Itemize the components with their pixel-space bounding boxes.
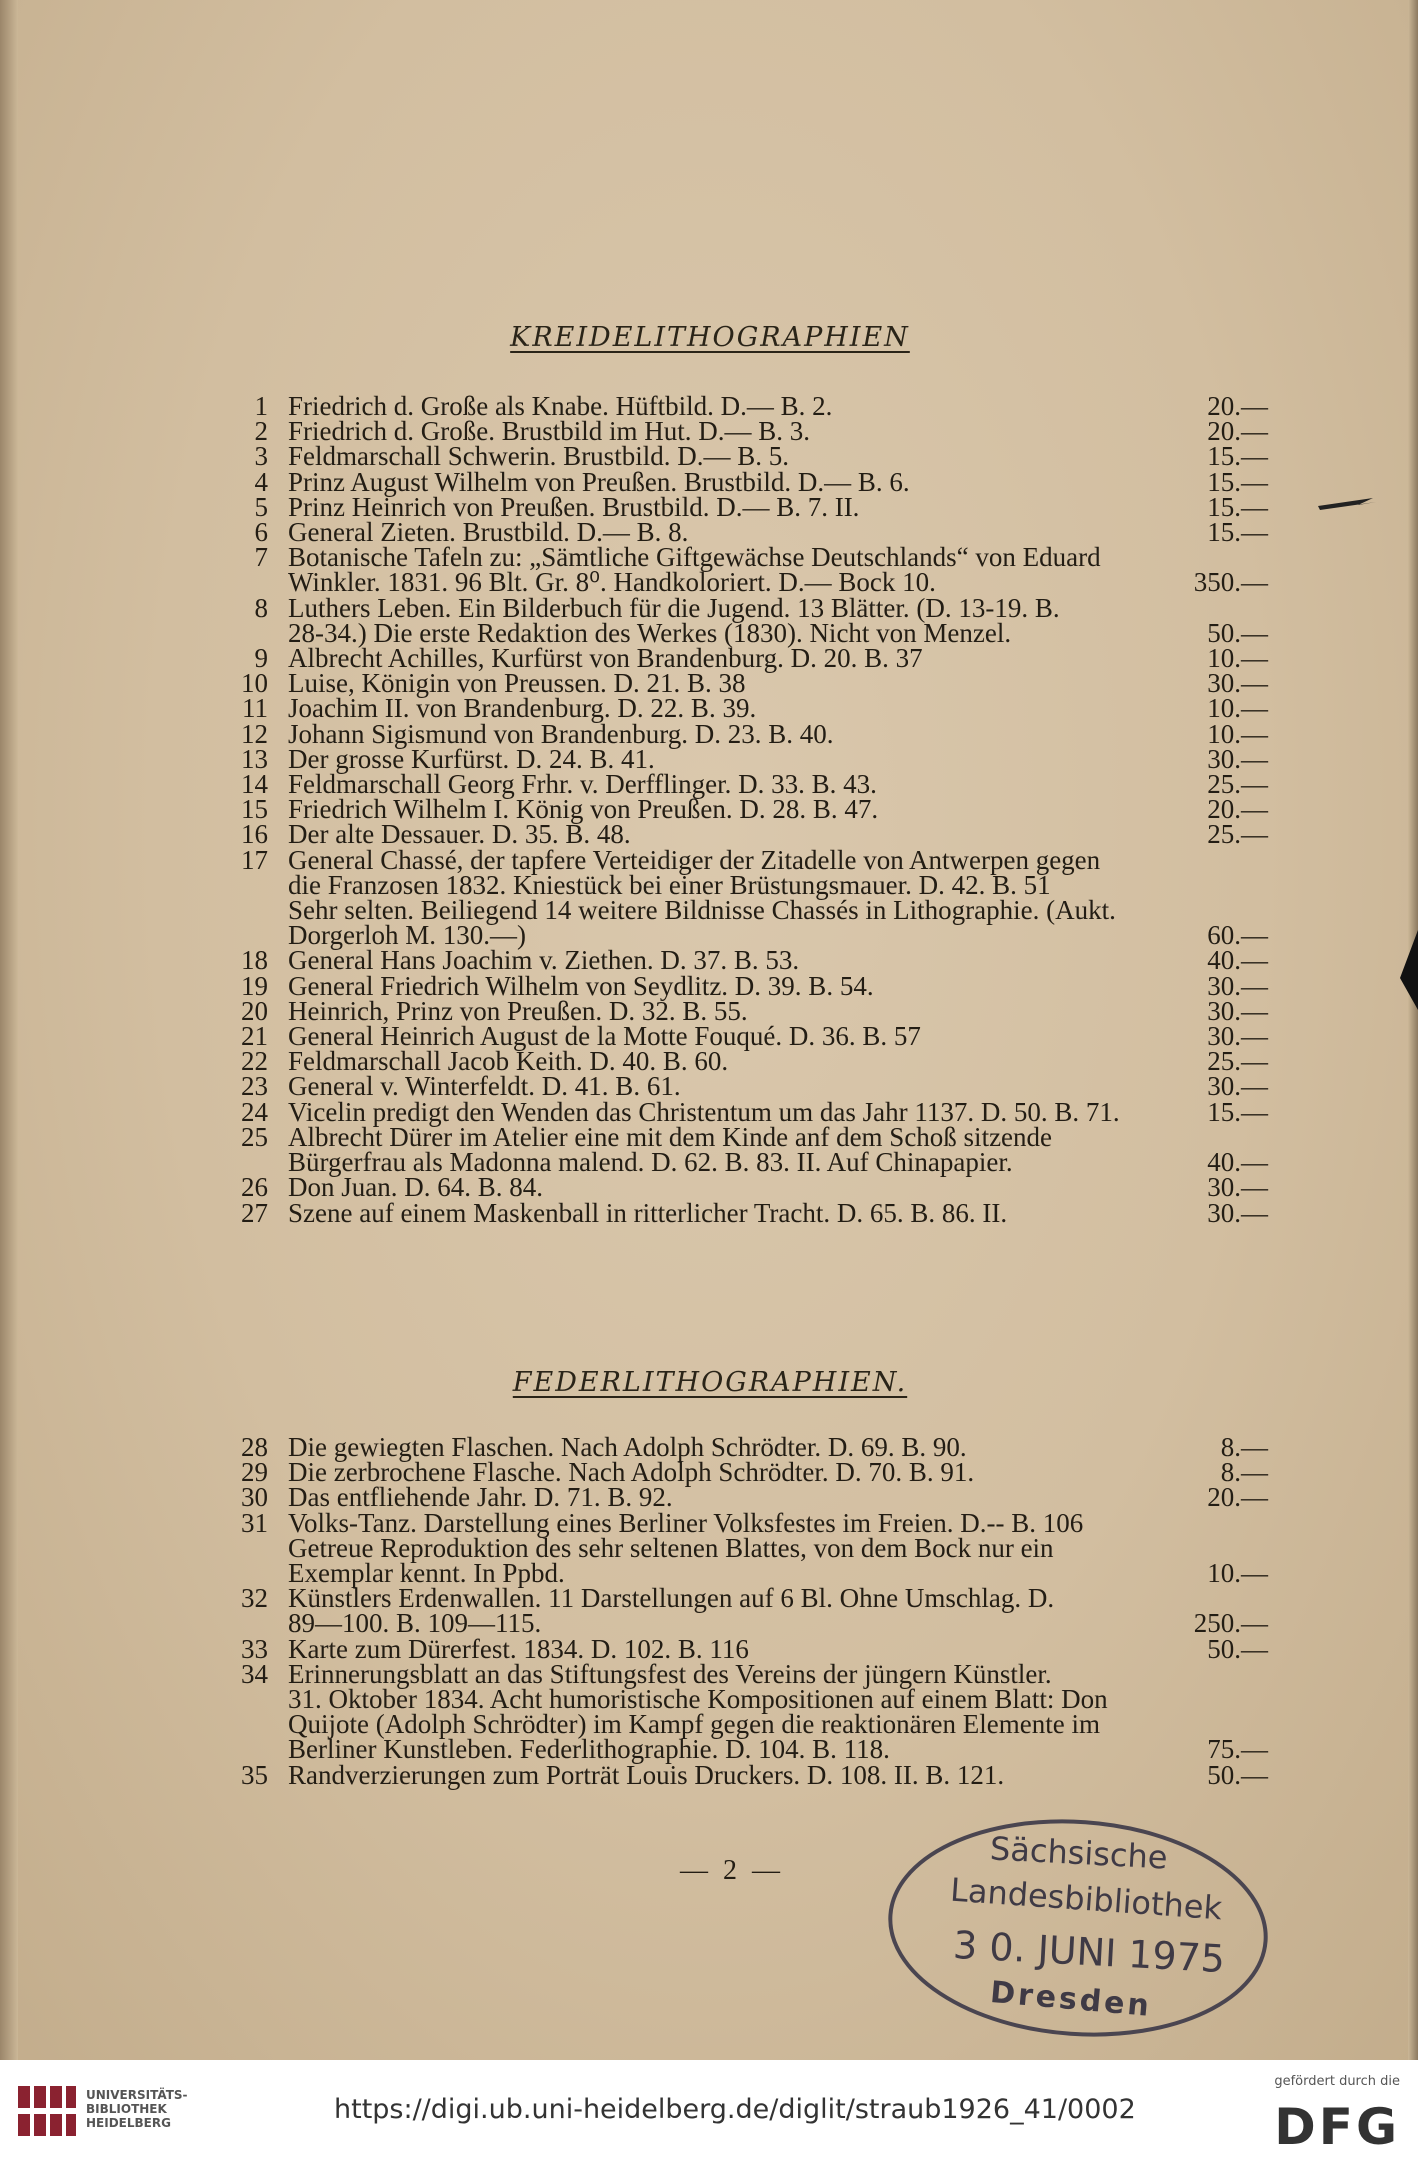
- entry-price: 50.—: [1207, 1633, 1268, 1664]
- entry-price: 40.—: [1207, 1147, 1268, 1178]
- entry-number: 33: [241, 1633, 268, 1664]
- entry-body: [288, 1197, 1268, 1228]
- entry-body: [288, 945, 1268, 976]
- section-title-feder: FEDERLITHOGRAPHIEN.: [512, 1367, 908, 1398]
- entry-price: 350.—: [1193, 567, 1268, 598]
- entry-text: Albrecht Achilles, Kurfürst von Brandenburg. D. 20. B. 37: [288, 643, 923, 674]
- permalink-url[interactable]: https://digi.ub.uni-heidelberg.de/diglit/straub1926_41/0002: [334, 2094, 1136, 2125]
- entry-number: 4: [254, 466, 268, 497]
- entry-text: General Chassé, der tapfere Verteidiger der Zitadelle von Antwerpen gegen: [288, 844, 1101, 875]
- pen-mark: [1318, 496, 1378, 512]
- entry-price: 10.—: [1207, 718, 1268, 749]
- entry-text: Feldmarschall Jacob Keith. D. 40. B. 60.: [288, 1046, 729, 1077]
- university-library-logo-icon: [16, 2082, 78, 2140]
- entry-number: 22: [241, 1046, 268, 1077]
- catalog-entry: [228, 1583, 1268, 1639]
- entry-price: 20.—: [1207, 1482, 1268, 1513]
- entry-body: [288, 1172, 1268, 1203]
- entry-text: General Friedrich Wilhelm von Seydlitz. D. 39. B. 54.: [288, 970, 874, 1001]
- entry-body: [288, 1482, 1268, 1513]
- entry-text: Bürgerfrau als Madonna malend. D. 62. B. 83. II. Auf Chinapapier.: [288, 1147, 1013, 1178]
- page-edge-right: [1408, 0, 1418, 2060]
- entry-body: [288, 441, 1268, 472]
- entry-text: Randverzierungen zum Porträt Louis Druckers. D. 108. II. B. 121.: [288, 1759, 1005, 1790]
- entry-number: 31: [241, 1507, 268, 1538]
- entry-text: Prinz Heinrich von Preußen. Brustbild. D.— B. 7. II.: [288, 491, 860, 522]
- catalog-entry: [228, 592, 1268, 648]
- entry-text: Exemplar kennt. In Ppbd.: [288, 1558, 565, 1589]
- entry-number: 1: [254, 391, 268, 421]
- entry-body: [288, 1071, 1268, 1102]
- entry-number: 32: [241, 1583, 268, 1614]
- entry-text: Die zerbrochene Flasche. Nach Adolph Schrödter. D. 70. B. 91.: [288, 1457, 975, 1488]
- entry-body: [288, 844, 1268, 951]
- page-edge-left: [0, 0, 18, 2060]
- entry-text: Der alte Dessauer. D. 35. B. 48.: [288, 819, 631, 850]
- stamp-city: Dresden: [988, 1975, 1154, 2024]
- entry-text: Friedrich d. Große als Knabe. Hüftbild. D.— B. 2.: [288, 391, 833, 421]
- catalog-entry: [228, 441, 1268, 472]
- entry-price: 30.—: [1207, 743, 1268, 774]
- entry-number: 17: [241, 844, 268, 875]
- entry-price: 25.—: [1207, 819, 1268, 850]
- entry-number: 24: [241, 1096, 268, 1127]
- entry-price: 60.—: [1207, 920, 1268, 951]
- entry-number: 8: [254, 592, 268, 623]
- catalog-entry: [228, 693, 1268, 724]
- entry-number: 23: [241, 1071, 268, 1102]
- entry-body: [288, 693, 1268, 724]
- entry-number: 7: [254, 542, 268, 573]
- entry-body: [288, 819, 1268, 850]
- stamp-date: 3 0. JUNI 1975: [952, 1922, 1226, 1982]
- entry-line: [288, 1197, 1268, 1228]
- catalog-list-kreide: [228, 391, 1268, 1228]
- funding-note: gefördert durch die: [1274, 2074, 1400, 2089]
- entry-number: 12: [241, 718, 268, 749]
- entry-text: Vicelin predigt den Wenden das Christentum um das Jahr 1137. D. 50. B. 71.: [288, 1096, 1120, 1127]
- entry-number: 34: [241, 1658, 268, 1689]
- entry-price: 50.—: [1207, 1759, 1268, 1790]
- entry-body: [288, 1121, 1268, 1178]
- catalog-entry: [228, 1121, 1268, 1178]
- entry-number: 14: [241, 769, 268, 800]
- entry-number: 18: [241, 945, 268, 976]
- entry-text: Joachim II. von Brandenburg. D. 22. B. 39.: [288, 693, 757, 724]
- dfg-logo: DFG: [1274, 2098, 1400, 2156]
- entry-price: 15.—: [1207, 517, 1268, 548]
- entry-line: [288, 945, 1268, 976]
- entry-body: [288, 1583, 1268, 1639]
- entry-body: [288, 1759, 1268, 1790]
- entry-number: 9: [254, 643, 268, 674]
- entry-price: 20.—: [1207, 391, 1268, 421]
- entry-text: Johann Sigismund von Brandenburg. D. 23. B. 40.: [288, 718, 834, 749]
- catalog-entry: [228, 844, 1268, 951]
- stamp-line-1: Sächsische: [989, 1829, 1169, 1877]
- catalog-entry: [228, 1482, 1268, 1513]
- entry-number: 30: [241, 1482, 268, 1513]
- entry-price: [1188, 848, 1268, 873]
- entry-price: 15.—: [1207, 491, 1268, 522]
- entry-text: Feldmarschall Georg Frhr. v. Derfflinger. D. 33. B. 43.: [288, 769, 877, 800]
- entry-price: 20.—: [1207, 794, 1268, 825]
- entry-price: 30.—: [1207, 1071, 1268, 1102]
- entry-text: Luise, Königin von Preussen. D. 21. B. 38: [288, 668, 746, 699]
- entry-price: 75.—: [1207, 1734, 1268, 1765]
- entry-price: 30.—: [1207, 1172, 1268, 1203]
- entry-text: Volks-Tanz. Darstellung eines Berliner Volksfestes im Freien. D.-- B. 106: [288, 1507, 1084, 1538]
- entry-text: 28-34.) Die erste Redaktion des Werkes (1830). Nicht von Menzel.: [288, 617, 1012, 648]
- entry-number: 35: [241, 1759, 268, 1790]
- entry-text: Luthers Leben. Ein Bilderbuch für die Jugend. 13 Blätter. (D. 13-19. B.: [288, 592, 1060, 623]
- catalog-entry: [228, 1071, 1268, 1102]
- entry-body: [288, 592, 1268, 648]
- entry-price: 10.—: [1207, 693, 1268, 724]
- library-name: UNIVERSITÄTS- BIBLIOTHEK HEIDELBERG: [86, 2088, 188, 2130]
- entry-number: 5: [254, 491, 268, 522]
- catalog-entry: [228, 945, 1268, 976]
- entry-text: Botanische Tafeln zu: „Sämtliche Giftgewächse Deutschlands“ von Eduard: [288, 542, 1101, 573]
- entry-text: Don Juan. D. 64. B. 84.: [288, 1172, 543, 1203]
- entry-price: 25.—: [1207, 769, 1268, 800]
- stamp-line-2: Landesbibliothek: [949, 1870, 1224, 1928]
- entry-line: [288, 1172, 1268, 1203]
- entry-price: 20.—: [1207, 416, 1268, 447]
- entry-number: 2: [254, 416, 268, 447]
- entry-text: Das entfliehende Jahr. D. 71. B. 92.: [288, 1482, 673, 1513]
- entry-text: Künstlers Erdenwallen. 11 Darstellungen auf 6 Bl. Ohne Umschlag. D.: [288, 1583, 1055, 1614]
- entry-text: Feldmarschall Schwerin. Brustbild. D.— B. 5.: [288, 441, 789, 472]
- entry-body: [288, 1507, 1268, 1589]
- catalog-entry: [228, 1658, 1268, 1765]
- entry-text: Getreue Reproduktion des sehr seltenen Blattes, von dem Bock nur ein: [288, 1532, 1054, 1563]
- entry-price: 30.—: [1207, 1021, 1268, 1052]
- entry-line: [288, 567, 1268, 598]
- entry-text: Albrecht Dürer im Atelier eine mit dem Kinde anf dem Schoß sitzende: [288, 1121, 1053, 1152]
- entry-number: 11: [242, 693, 268, 724]
- entry-price: 30.—: [1207, 970, 1268, 1001]
- entry-number: 15: [241, 794, 268, 825]
- entry-line: [288, 1071, 1268, 1102]
- entry-text: General Zieten. Brustbild. D.— B. 8.: [288, 517, 689, 548]
- page-number: — 2 —: [680, 1855, 784, 1886]
- entry-text: Berliner Kunstleben. Federlithographie. D. 104. B. 118.: [288, 1734, 890, 1765]
- catalog-list-feder: [228, 1432, 1268, 1790]
- entry-price: 15.—: [1207, 441, 1268, 472]
- entry-number: 10: [241, 668, 268, 699]
- entry-number: 29: [241, 1457, 268, 1488]
- entry-number: 26: [241, 1172, 268, 1203]
- entry-price: 15.—: [1207, 466, 1268, 497]
- entry-price: 40.—: [1207, 945, 1268, 976]
- entry-price: [1188, 1662, 1268, 1687]
- library-stamp: [878, 1812, 1278, 2042]
- entry-price: 10.—: [1207, 1558, 1268, 1589]
- entry-price: 10.—: [1207, 643, 1268, 674]
- entry-text: Szene auf einem Maskenball in ritterlicher Tracht. D. 65. B. 86. II.: [288, 1197, 1008, 1228]
- section-title-kreide: KREIDELITHOGRAPHIEN: [510, 322, 910, 353]
- entry-number: 28: [241, 1432, 268, 1462]
- entry-text: Dorgerloh M. 130.—): [288, 920, 526, 951]
- entry-price: [1188, 1511, 1268, 1536]
- entry-number: 27: [241, 1197, 268, 1228]
- entry-number: 19: [241, 970, 268, 1001]
- entry-text: General Heinrich August de la Motte Fouqué. D. 36. B. 57: [288, 1021, 921, 1052]
- entry-price: [1188, 1687, 1268, 1712]
- entry-line: [288, 1482, 1268, 1513]
- catalog-entry: [228, 1197, 1268, 1228]
- entry-line: [288, 693, 1268, 724]
- entry-text: Erinnerungsblatt an das Stiftungsfest des Vereins der jüngern Künstler.: [288, 1658, 1052, 1689]
- entry-price: 30.—: [1207, 668, 1268, 699]
- entry-text: Quijote (Adolph Schrödter) im Kampf gegen die reaktionären Elemente im: [288, 1709, 1100, 1740]
- entry-price: 8.—: [1220, 1432, 1268, 1462]
- entry-text: Friedrich d. Große. Brustbild im Hut. D.— B. 3.: [288, 416, 810, 447]
- entry-number: 20: [241, 995, 268, 1026]
- entry-price: 30.—: [1207, 995, 1268, 1026]
- entry-price: 50.—: [1207, 617, 1268, 648]
- entry-price: 8.—: [1220, 1457, 1268, 1488]
- entry-text: Friedrich Wilhelm I. König von Preußen. D. 28. B. 47.: [288, 794, 879, 825]
- entry-price: 25.—: [1207, 1046, 1268, 1077]
- entry-number: 6: [254, 517, 268, 548]
- catalog-entry: [228, 542, 1268, 598]
- entry-text: 89—100. B. 109—115.: [288, 1608, 542, 1639]
- entry-body: [288, 542, 1268, 598]
- entry-text: Prinz August Wilhelm von Preußen. Brustbild. D.— B. 6.: [288, 466, 910, 497]
- entry-text: Der grosse Kurfürst. D. 24. B. 41.: [288, 743, 655, 774]
- entry-price: 15.—: [1207, 1096, 1268, 1127]
- entry-price: 250.—: [1193, 1608, 1268, 1639]
- entry-text: Winkler. 1831. 96 Blt. Gr. 8⁰. Handkoloriert. D.— Bock 10.: [288, 567, 936, 598]
- entry-line: [288, 1759, 1268, 1790]
- entry-line: [288, 441, 1268, 472]
- entry-line: [288, 819, 1268, 850]
- entry-text: Sehr selten. Beiliegend 14 weitere Bildnisse Chassés in Lithographie. (Aukt.: [288, 895, 1116, 926]
- entry-number: 25: [241, 1121, 268, 1152]
- entry-text: die Franzosen 1832. Kniestück bei einer Brüstungsmauer. D. 42. B. 51: [288, 869, 1051, 900]
- entry-text: Karte zum Dürerfest. 1834. D. 102. B. 116: [288, 1633, 749, 1664]
- entry-number: 21: [241, 1021, 268, 1052]
- entry-number: 16: [241, 819, 268, 850]
- entry-price: [1188, 873, 1268, 898]
- entry-number: 3: [254, 441, 268, 472]
- entry-text: Heinrich, Prinz von Preußen. D. 32. B. 55.: [288, 995, 748, 1026]
- entry-line: [288, 1608, 1268, 1639]
- viewer-footer: [0, 2060, 1418, 2162]
- entry-text: General Hans Joachim v. Ziethen. D. 37. B. 53.: [288, 945, 800, 976]
- entry-price: 30.—: [1207, 1197, 1268, 1228]
- entry-line: [288, 1734, 1268, 1765]
- catalog-entry: [228, 1759, 1268, 1790]
- entry-text: General v. Winterfeldt. D. 41. B. 61.: [288, 1071, 681, 1102]
- catalog-entry: [228, 819, 1268, 850]
- entry-text: Die gewiegten Flaschen. Nach Adolph Schrödter. D. 69. B. 90.: [288, 1432, 967, 1462]
- entry-body: [288, 1658, 1268, 1765]
- entry-number: 13: [241, 743, 268, 774]
- entry-text: 31. Oktober 1834. Acht humoristische Kompositionen auf einem Blatt: Don: [288, 1684, 1108, 1715]
- catalog-entry: [228, 1507, 1268, 1589]
- catalog-entry: [228, 1172, 1268, 1203]
